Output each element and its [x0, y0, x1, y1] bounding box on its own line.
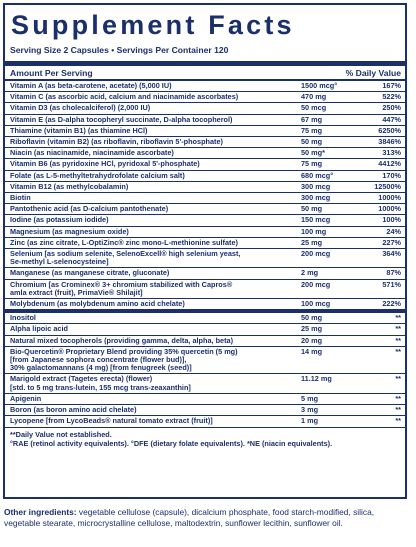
- ingredient-amount: 50 mg: [301, 204, 323, 214]
- table-row: [5, 92, 405, 103]
- ingredient-name-line: Lycopene [from LycoBeads® natural tomato extract (fruit)]: [10, 417, 213, 426]
- serving-info: Serving Size 2 Capsules • Servings Per Container 120: [10, 45, 229, 55]
- ingredient-amount: 75 mg: [301, 159, 323, 169]
- ingredient-daily-value: 250%: [382, 103, 401, 113]
- panel-title: Supplement Facts: [11, 10, 295, 40]
- ingredient-name-line: Vitamin B12 (as methylcobalamin): [10, 182, 129, 191]
- ingredient-name-line: Niacin (as niacinamide, niacinamide ascorbate): [10, 149, 174, 158]
- ingredient-amount: 300 mcg: [301, 193, 331, 203]
- table-row: [5, 227, 405, 238]
- footnote-equivalents: °RAE (retinol activity equivalents). °DFE (dietary folate equivalents). *NE (niacin equivalents).: [10, 438, 333, 448]
- ingredient-daily-value: 3846%: [378, 137, 401, 147]
- ingredient-name: [10, 406, 301, 414]
- ingredient-daily-value: **: [395, 324, 401, 334]
- other-rows: [5, 313, 405, 427]
- table-row: [5, 280, 405, 299]
- table-row: [5, 137, 405, 148]
- other-ingredients-label: Other ingredients:: [4, 507, 77, 517]
- ingredient-name: [10, 417, 301, 425]
- ingredient-amount: 25 mg: [301, 237, 323, 247]
- ingredient-name-line: Zinc (as zinc citrate, L-OptiZinc® zinc mono-L-methionine sulfate): [10, 238, 238, 247]
- table-row: [5, 115, 405, 126]
- ingredient-name-line: [from Japanese sophora concentrate (flower bud)],: [10, 355, 187, 365]
- dv-header: % Daily Value: [345, 67, 401, 78]
- table-row: [5, 171, 405, 182]
- ingredient-name: [10, 300, 301, 308]
- ingredient-amount: 5 mg: [301, 393, 319, 403]
- ingredient-name-line: Riboflavin (vitamin B2) (as riboflavin, riboflavin 5'-phosphate): [10, 138, 223, 147]
- table-row: [5, 268, 405, 279]
- ingredient-daily-value: 571%: [382, 279, 401, 289]
- supplement-facts-panel: [3, 3, 407, 499]
- table-row: [5, 182, 405, 193]
- table-row: [5, 159, 405, 170]
- ingredient-amount: 75 mg: [301, 125, 323, 135]
- table-row: [5, 81, 405, 92]
- ingredient-amount: 680 mcg°: [301, 170, 334, 180]
- table-row: [5, 324, 405, 335]
- ingredient-name: [10, 239, 301, 247]
- ingredient-amount: 2 mg: [301, 268, 319, 278]
- ingredient-name-line: Chromium [as Crominex® 3+ chromium stabilized with Capros®: [10, 280, 233, 289]
- ingredient-name: [10, 325, 301, 333]
- table-row: [5, 347, 405, 375]
- ingredient-name: [10, 93, 301, 101]
- ingredient-name: [10, 116, 301, 124]
- table-row: [5, 374, 405, 393]
- ingredient-amount: 25 mg: [301, 324, 323, 334]
- ingredient-name-line: Vitamin B6 (as pyridoxine HCl, pyridoxal 5'-phosphate): [10, 160, 200, 169]
- ingredient-amount: 50 mg: [301, 313, 323, 323]
- ingredient-name-line: Folate (as L-5-methyltetrahydrofolate calcium salt): [10, 171, 185, 180]
- ingredient-name-line: Vitamin D3 (as cholecalciferol) (2,000 IU): [10, 104, 151, 113]
- ingredient-name: [10, 337, 301, 345]
- ingredient-daily-value: 313%: [382, 148, 401, 158]
- ingredient-name: [10, 348, 301, 373]
- ingredient-name-line: Molybdenum (as molybdenum amino acid chelate): [10, 300, 185, 309]
- ingredient-name: [10, 127, 301, 135]
- ingredient-amount: 11.12 mg: [301, 374, 332, 384]
- ingredient-name: [10, 314, 301, 322]
- ingredient-amount: 100 mg: [301, 226, 327, 236]
- ingredient-name: [10, 149, 301, 157]
- ingredient-name-line: Alpha lipoic acid: [10, 325, 68, 334]
- amount-header: Amount Per Serving: [10, 67, 93, 78]
- ingredient-name-line: Marigold extract (Tagetes erecta) (flower): [10, 375, 153, 384]
- ingredient-name-line: Manganese (as manganese citrate, gluconate): [10, 269, 170, 278]
- ingredient-name-line: Inositol: [10, 314, 36, 323]
- ingredient-name-line: Apigenin: [10, 394, 42, 403]
- ingredient-amount: 200 mcg: [301, 279, 331, 289]
- ingredient-daily-value: 167%: [382, 81, 401, 90]
- ingredient-name: [10, 228, 301, 236]
- table-row: [5, 204, 405, 215]
- ingredient-name-line: Vitamin C (as ascorbic acid, calcium and niacinamide ascorbates): [10, 93, 239, 102]
- ingredient-name: [10, 216, 301, 224]
- ingredient-name: [10, 194, 301, 202]
- ingredient-name: [10, 250, 301, 266]
- table-row: [5, 313, 405, 324]
- ingredient-name: [10, 395, 301, 403]
- table-row: [5, 405, 405, 416]
- ingredient-name-line: Magnesium (as magnesium oxide): [10, 227, 129, 236]
- table-row: [5, 148, 405, 159]
- ingredient-daily-value: 170%: [382, 170, 401, 180]
- ingredient-daily-value: 364%: [382, 249, 401, 259]
- ingredient-amount: 20 mg: [301, 335, 323, 345]
- ingredient-amount: 50 mg: [301, 137, 323, 147]
- ingredient-name-line: Iodine (as potassium iodide): [10, 216, 109, 225]
- ingredient-amount: 1500 mcg°: [301, 81, 338, 90]
- table-row: [5, 336, 405, 347]
- ingredient-daily-value: 24%: [386, 226, 401, 236]
- ingredient-name-line: Thiamine (vitamin B1) (as thiamine HCl): [10, 126, 148, 135]
- ingredient-amount: 50 mg*: [301, 148, 325, 158]
- table-row: [5, 394, 405, 405]
- table-row: [5, 215, 405, 226]
- ingredient-name-line: [std. to 5 mg trans-lutein, 155 mcg trans-zeaxanthin]: [10, 382, 191, 392]
- ingredient-name: [10, 138, 301, 146]
- ingredient-daily-value: **: [395, 393, 401, 403]
- ingredient-name: [10, 375, 301, 391]
- table-row: [5, 299, 405, 310]
- ingredient-name-line: Pantothenic acid (as D-calcium pantothenate): [10, 205, 169, 214]
- ingredient-name-line: 30% galactomannans (4 mg) [from fenugreek (seed)]: [10, 363, 192, 373]
- ingredient-amount: 200 mcg: [301, 249, 331, 259]
- other-ingredients: [4, 507, 408, 528]
- ingredient-name-line: Vitamin A (as beta-carotene, acetate) (5,000 IU): [10, 82, 172, 90]
- ingredient-name-line: Bio-Quercetin® Proprietary Blend providing 35% quercetin (5 mg): [10, 347, 238, 356]
- ingredient-daily-value: 87%: [386, 268, 401, 278]
- table-row: [5, 249, 405, 268]
- table-row: [5, 193, 405, 204]
- table-row: [5, 416, 405, 427]
- footnote-dv: **Daily Value not established.: [10, 429, 112, 439]
- ingredient-amount: 470 mg: [301, 92, 327, 102]
- ingredient-name-line: Vitamin E (as D-alpha tocopheryl succinate, D-alpha tocopherol): [10, 115, 233, 124]
- table-header: [5, 66, 405, 79]
- ingredient-daily-value: 100%: [382, 215, 401, 225]
- ingredient-daily-value: 522%: [382, 92, 401, 102]
- ingredient-name-line: Boron (as boron amino acid chelate): [10, 406, 137, 415]
- ingredient-daily-value: **: [395, 346, 401, 356]
- ingredient-name: [10, 82, 301, 90]
- ingredient-daily-value: 1000%: [378, 193, 401, 203]
- ingredient-name-line: Natural mixed tocopherols (providing gamma, delta, alpha, beta): [10, 336, 234, 345]
- ingredient-daily-value: 12500%: [374, 181, 401, 191]
- ingredient-daily-value: 222%: [382, 299, 401, 309]
- ingredient-name-line: Se-methyl L-selenocysteine]: [10, 257, 109, 267]
- ingredient-daily-value: **: [395, 416, 401, 426]
- ingredient-daily-value: 4412%: [378, 159, 401, 169]
- ingredient-amount: 50 mcg: [301, 103, 327, 113]
- ingredient-amount: 300 mcg: [301, 181, 331, 191]
- ingredient-name-line: Selenium [as sodium selenite, SelenoExcell® high selenium yeast,: [10, 250, 241, 259]
- ingredient-daily-value: **: [395, 313, 401, 323]
- nutrient-rows: [5, 81, 405, 310]
- ingredient-daily-value: 227%: [382, 237, 401, 247]
- ingredient-name: [10, 172, 301, 180]
- ingredient-name: [10, 269, 301, 277]
- ingredient-daily-value: 447%: [382, 114, 401, 124]
- ingredient-amount: 150 mcg: [301, 215, 331, 225]
- table-row: [5, 238, 405, 249]
- ingredient-name-line: amla extract (fruit), PrimaVie® Shilajit]: [10, 287, 143, 297]
- ingredient-daily-value: **: [395, 405, 401, 415]
- ingredient-name: [10, 205, 301, 213]
- ingredient-amount: 67 mg: [301, 114, 323, 124]
- ingredient-daily-value: 6250%: [378, 125, 401, 135]
- ingredient-amount: 14 mg: [301, 346, 323, 356]
- table-row: [5, 126, 405, 137]
- ingredient-amount: 1 mg: [301, 416, 319, 426]
- ingredient-name-line: Biotin: [10, 194, 31, 203]
- table-row: [5, 103, 405, 114]
- ingredient-name: [10, 281, 301, 297]
- ingredient-amount: 3 mg: [301, 405, 319, 415]
- ingredient-amount: 100 mcg: [301, 299, 331, 309]
- ingredient-daily-value: **: [395, 374, 401, 384]
- ingredient-name: [10, 104, 301, 112]
- ingredient-name: [10, 183, 301, 191]
- other-ingredients-text: vegetable cellulose (capsule), dicalcium phosphate, food starch-modified, silica, vegetable stearate, microcrystalline cellulose, maltodextrin, sunflower lecithin, sunflower oil.: [4, 507, 375, 528]
- ingredient-name: [10, 160, 301, 168]
- ingredient-daily-value: 1000%: [378, 204, 401, 214]
- ingredient-daily-value: **: [395, 335, 401, 345]
